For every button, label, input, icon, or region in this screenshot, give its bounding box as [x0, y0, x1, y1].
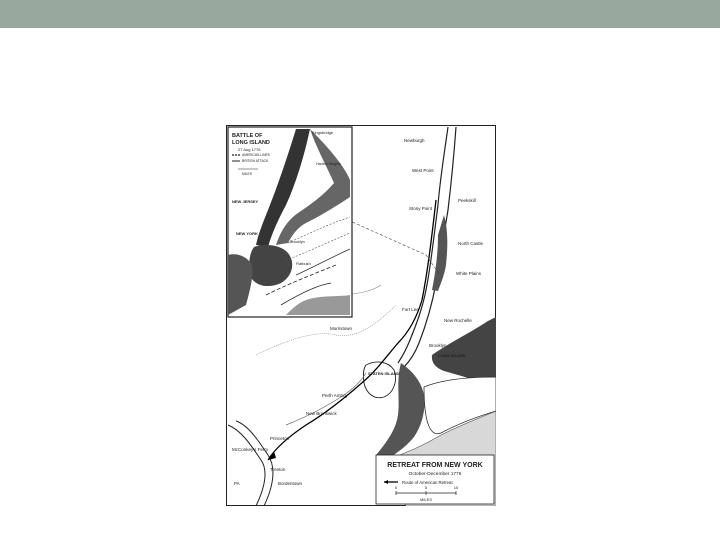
scale-tick-1: 5	[424, 485, 428, 490]
label-new-rochelle: New Rochelle	[444, 318, 472, 323]
scale-tick-0: 0	[394, 485, 398, 490]
label-long-island: LONG ISLAND	[438, 353, 466, 358]
label-north-castle: North Castle	[458, 241, 484, 246]
label-white-plains: White Plains	[456, 271, 482, 276]
title-band	[0, 0, 720, 28]
inset-scale: MILES	[242, 172, 252, 176]
main-map-title: RETREAT FROM NEW YORK	[387, 462, 483, 469]
inset-title-line1: BATTLE OF	[232, 133, 263, 139]
historical-map	[226, 125, 496, 506]
label-trenton: Trenton	[270, 467, 286, 472]
inset-label-new-york: NEW YORK	[236, 231, 258, 236]
label-west-point: West Point	[412, 168, 434, 173]
inset-label-harlem: Harlem Heights	[316, 162, 341, 166]
inset-legend-british: BRITISH ATTACK	[242, 159, 269, 163]
staten-island	[363, 362, 395, 398]
label-brooklyn: Brooklyn	[429, 343, 447, 348]
label-princeton: Princeton	[270, 436, 290, 441]
label-staten-island: STATEN ISLAND	[368, 371, 400, 376]
inset-date: 27 Aug 1776	[238, 147, 261, 152]
inset-map	[228, 127, 352, 317]
label-bordentown: Bordentown	[278, 481, 303, 486]
label-morristown: Morristown	[330, 326, 353, 331]
legend-route-label: Route of American Retreat	[402, 480, 453, 485]
inset-label-flatbush: Flatbush	[296, 262, 311, 266]
label-fort-lee: Fort Lee	[402, 307, 419, 312]
inset-label-brooklyn: Brooklyn	[290, 240, 305, 244]
label-stony-point: Stony Point	[409, 206, 433, 211]
inset-label-new-jersey: NEW JERSEY	[232, 199, 259, 204]
inset-title-line2: LONG ISLAND	[232, 140, 270, 146]
inset-legend-american: AMERICAN LINES	[242, 153, 270, 157]
label-peekskill: Peekskill	[458, 198, 476, 203]
scale-label: MILES	[419, 497, 433, 502]
inset-label-kingsbridge: Kingsbridge	[312, 130, 334, 135]
label-perth-amboy: Perth Amboy	[322, 393, 348, 398]
label-new-brunswick: New Brunswick	[306, 411, 337, 416]
map-svg	[226, 125, 496, 506]
label-newburgh: Newburgh	[404, 138, 425, 143]
label-pa: PA	[234, 481, 240, 486]
label-mckonkeys-ferry: McConkey's Ferry	[232, 447, 269, 452]
scale-tick-2: 10	[453, 485, 459, 490]
main-legend	[376, 455, 494, 504]
main-map-subtitle: October-December 1776	[408, 472, 462, 477]
